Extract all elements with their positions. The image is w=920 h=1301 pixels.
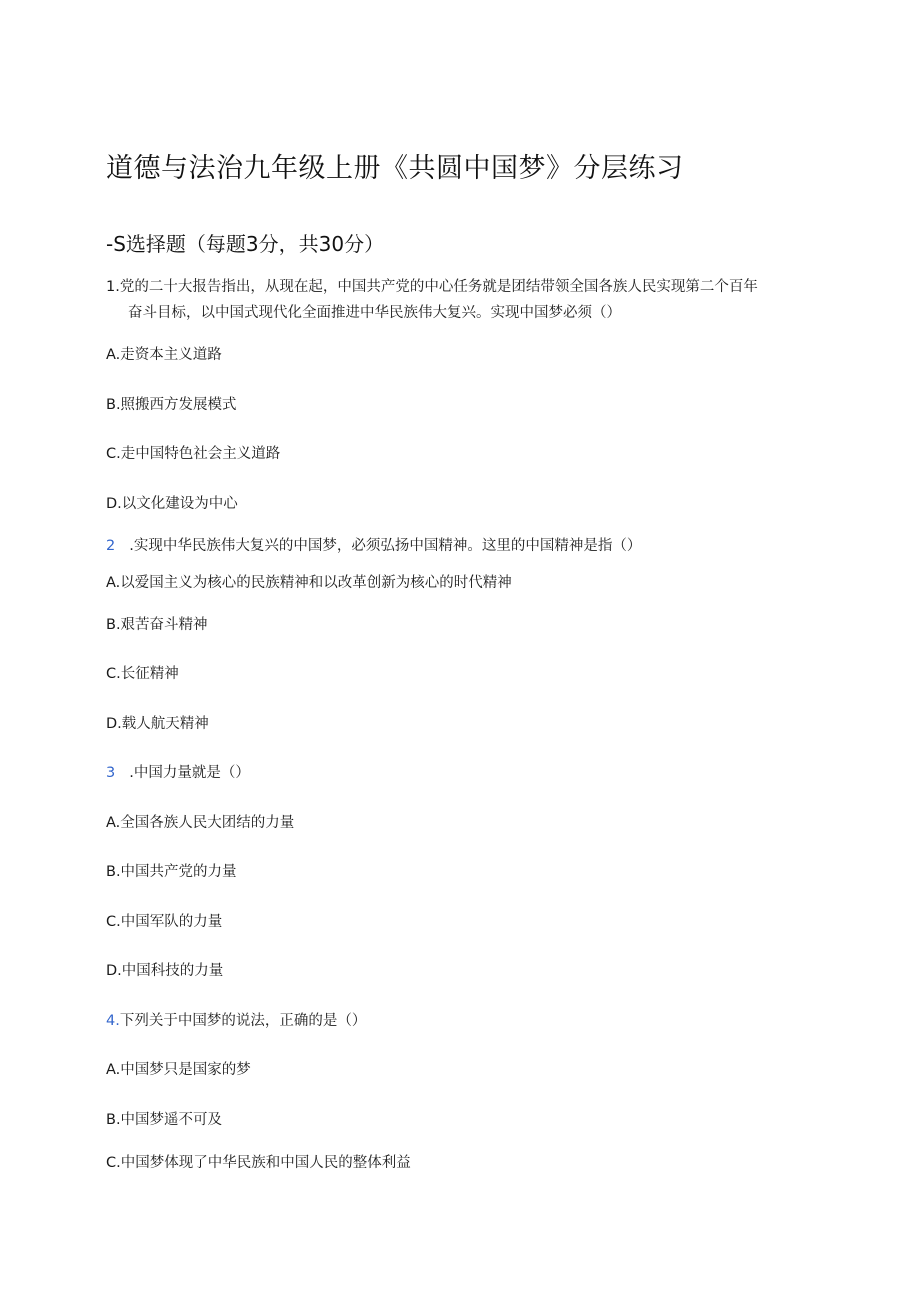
document-title: 道德与法治九年级上册《共圆中国梦》分层练习 (106, 153, 684, 184)
question-4-text: 下列关于中国梦的说法，正确的是（） (119, 1013, 367, 1029)
question-3-option-a: A.全国各族人民大团结的力量 (106, 815, 295, 831)
question-2-option-c: C.长征精神 (106, 666, 179, 682)
question-2-number: 2 (106, 538, 116, 554)
question-3-text: .中国力量就是（） (129, 765, 250, 781)
question-2-text: .实现中华民族伟大复兴的中国梦，必须弘扬中国精神。这里的中国精神是指（） (129, 538, 642, 554)
question-3-option-d: D.中国科技的力量 (106, 963, 224, 979)
question-1-stem-line-2: 奋斗目标，以中国式现代化全面推进中华民族伟大复兴。实现中国梦必须（） (128, 305, 621, 321)
question-2-stem (106, 536, 641, 556)
question-4-number: 4. (106, 1013, 120, 1029)
question-1-stem-line-1 (106, 277, 758, 297)
question-2-option-d: D.载人航天精神 (106, 716, 209, 732)
question-4-stem (106, 1011, 366, 1031)
question-1-option-b: B.照搬西方发展模式 (106, 397, 237, 413)
section-heading: -S选择题（每题3分，共30分） (106, 232, 385, 256)
question-4-option-a: A.中国梦只是国家的梦 (106, 1062, 251, 1078)
question-2-option-b: B.艰苦奋斗精神 (106, 617, 208, 633)
question-1-option-a: A.走资本主义道路 (106, 347, 222, 363)
question-3-stem (106, 763, 250, 783)
question-1-option-c: C.走中国特色社会主义道路 (106, 446, 281, 462)
question-3-option-b: B.中国共产党的力量 (106, 864, 237, 880)
question-3-option-c: C.中国军队的力量 (106, 914, 223, 930)
question-4-option-b: B.中国梦遥不可及 (106, 1112, 223, 1128)
question-2-option-a: A.以爱国主义为核心的民族精神和以改革创新为核心的时代精神 (106, 575, 512, 591)
question-1-text: 党的二十大报告指出，从现在起，中国共产党的中心任务就是团结带领全国各族人民实现第二个百年 (119, 279, 758, 295)
question-1-option-d: D.以文化建设为中心 (106, 496, 238, 512)
question-3-number: 3 (106, 765, 116, 781)
question-1-number: 1. (106, 279, 120, 295)
question-4-option-c: C.中国梦体现了中华民族和中国人民的整体利益 (106, 1155, 411, 1171)
